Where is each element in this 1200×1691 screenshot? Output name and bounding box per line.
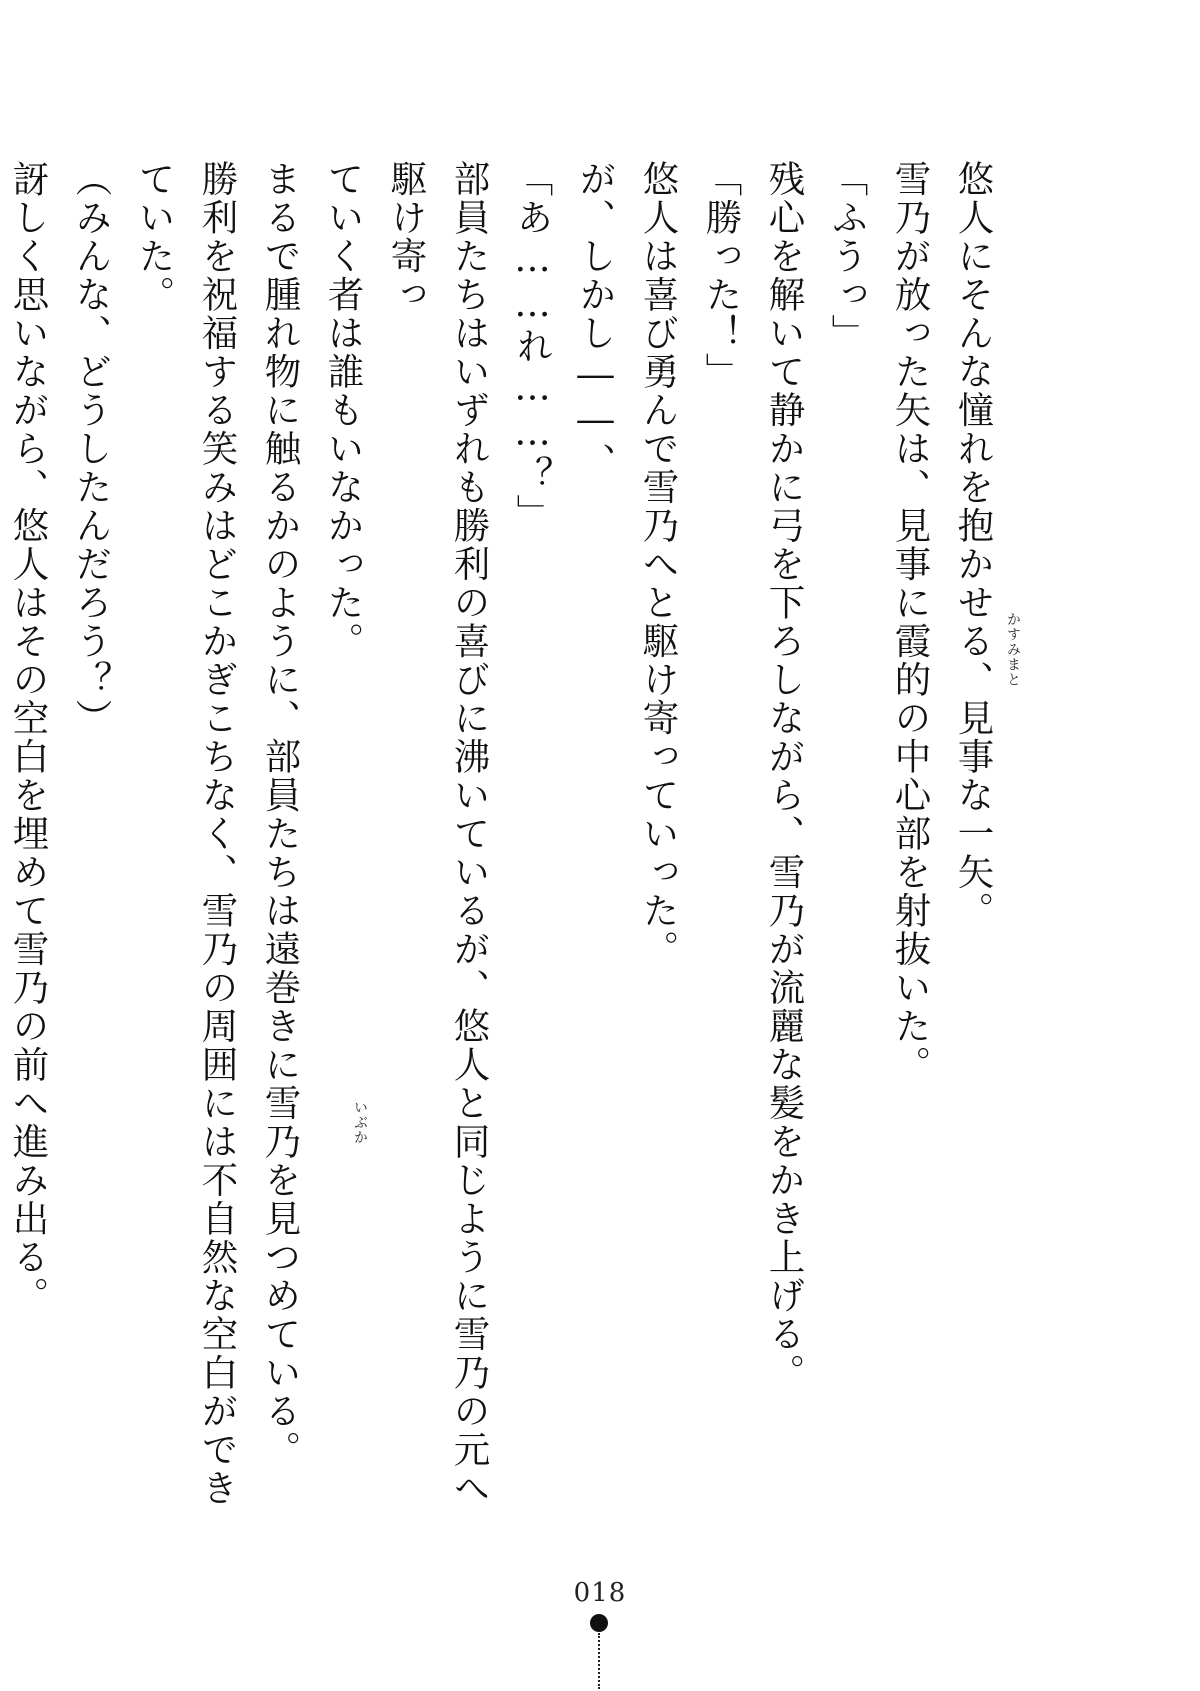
text-line: 雪乃が放った矢は、見事に霞的の中心部を射抜いた。 [889,160,932,1084]
text-line: 「あ……れ……？」 [511,160,554,533]
text-line: ていく者は誰もいなかった。 [322,160,365,661]
text-line: 悠人は喜び勇んで雪乃へと駆け寄っていった。 [637,160,680,969]
body-text [0,160,1005,1540]
text-line: まるで腫れ物に触るかのように、部員たちは遠巻きに雪乃を見つめている。 [259,160,302,1469]
text-line: 「ふうっ」 [826,160,869,353]
text-line: が、しかし――、 [574,160,617,481]
text-line: 訝しく思いながら、悠人はその空白を埋めて雪乃の前へ進み出る。 [7,160,50,1315]
page-number: 018 [573,1578,627,1608]
ruby-annotation-kasumimato: かすみまと [1005,612,1021,687]
page-marker-dot [590,1614,608,1632]
text-line: 悠人にそんな憧れを抱かせる、見事な一矢。 [952,160,995,930]
ruby-annotation-ibuka: いぶか [352,1100,368,1145]
text-line: 「勝った！」 [700,160,743,391]
text-line: 勝利を祝福する笑みはどこかぎこちなく、雪乃の周囲には不自然な空白ができていた。 [133,160,239,1508]
text-line: （みんな、どうしたんだろう？） [70,160,113,738]
page-marker-line [598,1633,600,1689]
text-line: 残心を解いて静かに弓を下ろしながら、雪乃が流麗な髪をかき上げる。 [763,160,806,1392]
page-footer [0,1578,1200,1608]
text-line: 部員たちはいずれも勝利の喜びに沸いているが、悠人と同じように雪乃の元へ駆け寄っ [385,160,491,1508]
